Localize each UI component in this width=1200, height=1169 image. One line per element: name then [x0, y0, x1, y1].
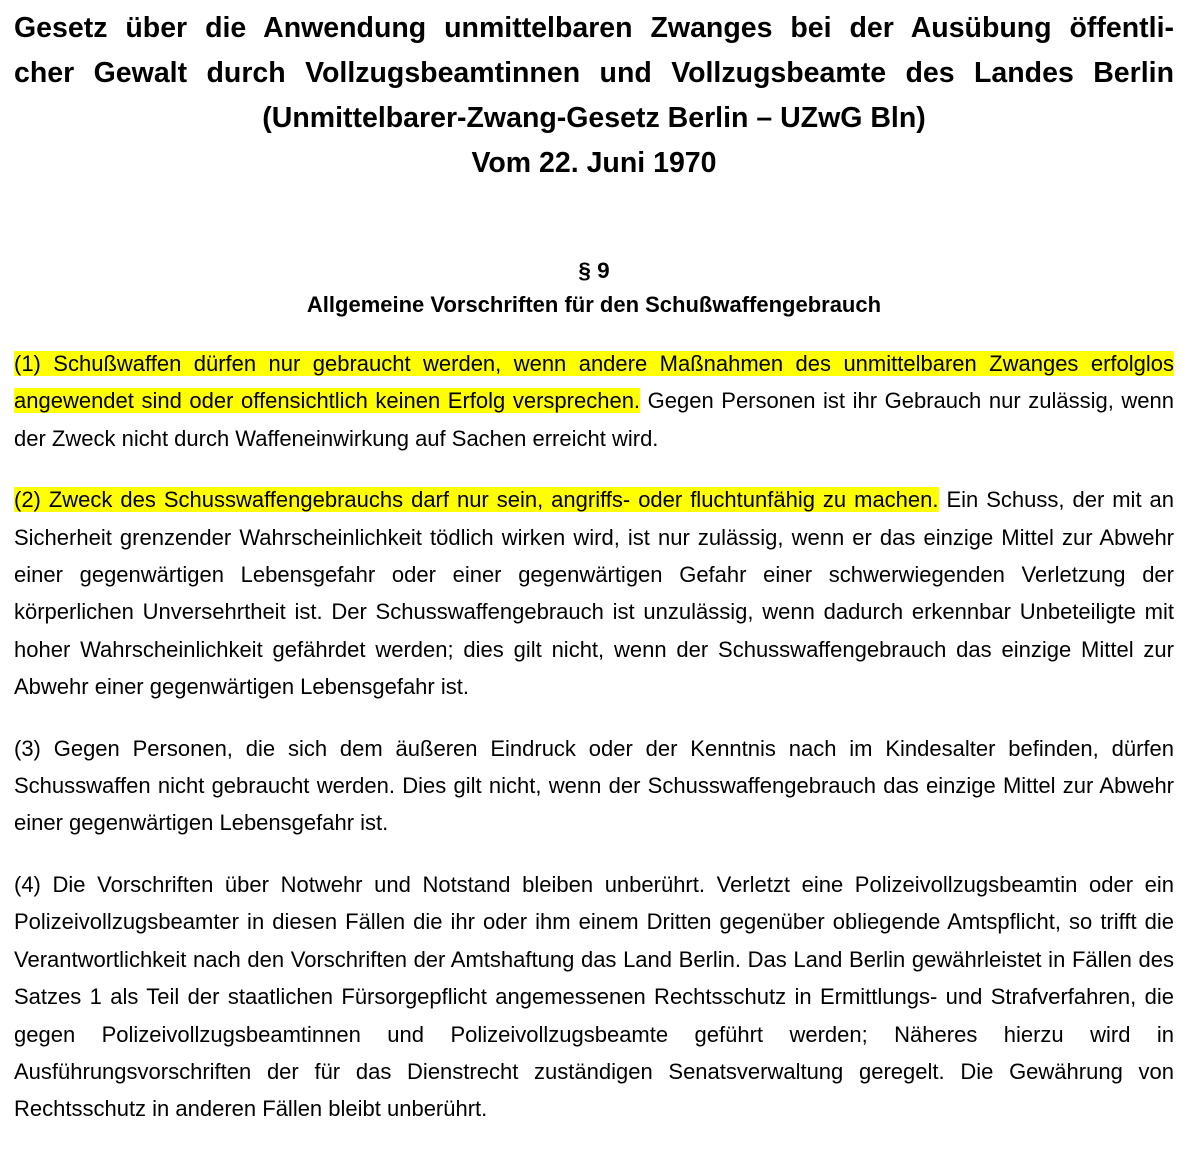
paragraph-3: [14, 730, 1174, 842]
paragraph-3-text: (3) Gegen Personen, die sich dem äußeren Eindruck oder der Kenntnis nach im Kindesalter befinden, dürfen Schusswaffen nicht gebraucht werden. Dies gilt nicht, wenn der Schusswaffengebrauch das einzige Mittel zur Abwehr einer gegenwärtigen Lebensgefahr ist.: [14, 735, 1174, 836]
paragraph-4-text: (4) Die Vorschriften über Notwehr und Notstand bleiben unberührt. Verletzt eine Polizeivollzugsbeamtin oder ein Polizeivollzugsbeamter in diesen Fällen die ihr oder ihm einem Dritten gegenüber obliegende Amtspflicht, so trifft die Verantwortlichkeit nach den Vorschriften der Amtshaftung das Land Berlin. Das Land Berlin gewährleistet in Fällen des Satzes 1 als Teil der staatlichen Fürsorgepflicht angemessenen Rechtsschutz in Ermittlungs- und Strafverfahren, die gegen Polizeivollzugsbeamtinnen und Polizeivollzugsbeamte geführt werden; Näheres hierzu wird in Ausführungsvorschriften der für das Dienstrecht zuständigen Senatsverwaltung geregelt. Die Gewährung von Rechtsschutz in anderen Fällen bleibt unberührt.: [14, 871, 1174, 1122]
paragraph-2: [14, 481, 1174, 705]
law-title-line-2: cher Gewalt durch Vollzugsbeamtinnen und Vollzugsbeamte des Landes Berlin: [14, 57, 1174, 89]
paragraph-1: [14, 345, 1174, 457]
law-date: Vom 22. Juni 1970: [471, 147, 717, 179]
paragraph-2-text: Ein Schuss, der mit an Sicherheit grenzender Wahrscheinlichkeit tödlich wirken wird, ist nur zulässig, wenn er das einzige Mittel zur Abwehr einer gegenwärtigen Lebensgefahr oder einer gegenwärtigen Gefahr einer schwerwiegenden Verletzung der körperlichen Unversehrtheit ist. Der Schusswaffengebrauch ist unzulässig, wenn dadurch erkennbar Unbeteiligte mit hoher Wahrscheinlichkeit gefährdet werden; dies gilt nicht, wenn der Schusswaffengebrauch das einzige Mittel zur Abwehr einer gegenwärtigen Lebensgefahr ist.: [14, 487, 1174, 700]
paragraph-1-highlighted-text: (1) Schußwaffen dürfen nur gebraucht werden, wenn andere Maßnahmen des unmittelbaren Zwanges erfolglos angewendet sind oder offensichtlich keinen Erfolg versprechen.: [14, 351, 1174, 414]
paragraph-1-text: Gegen Personen ist ihr Gebrauch nur zulässig, wenn der Zweck nicht durch Waffeneinwirkung auf Sachen erreicht wird.: [14, 388, 1175, 451]
law-title: [14, 0, 1174, 186]
law-short-title: (Unmittelbarer-Zwang-Gesetz Berlin – UZwG Bln): [262, 102, 926, 134]
law-title-line-1: Gesetz über die Anwendung unmittelbaren Zwanges bei der Ausübung öffentli-: [14, 12, 1174, 44]
section-heading: Allgemeine Vorschriften für den Schußwaffengebrauch: [306, 292, 882, 317]
paragraph-2-highlighted-text: (2) Zweck des Schusswaffengebrauchs darf nur sein, angriffs- oder fluchtunfähig zu machen.: [14, 487, 939, 513]
paragraph-4: [14, 866, 1174, 1128]
section-number: § 9: [578, 258, 610, 283]
